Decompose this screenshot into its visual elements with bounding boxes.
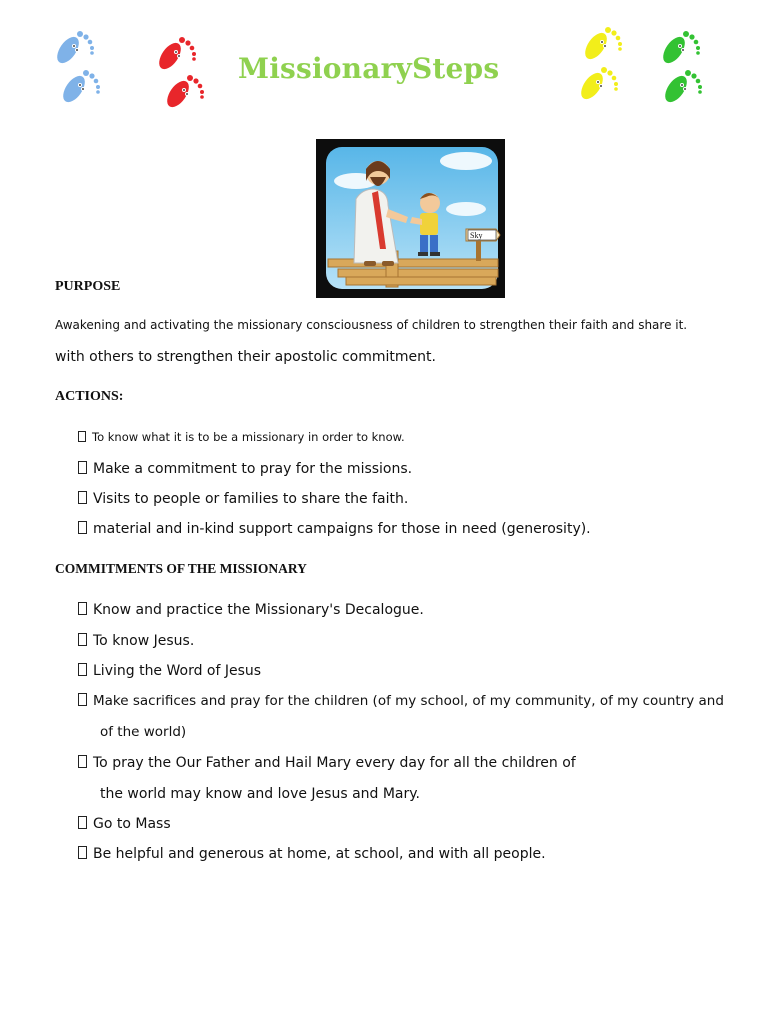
bullet-box-icon	[78, 602, 87, 615]
commitments-list-item	[78, 755, 576, 771]
commitment-continuation-text: of the world)	[100, 724, 187, 740]
actions-item-text: Visits to people or families to share the faith.	[93, 491, 409, 507]
actions-list-item	[78, 461, 412, 477]
commitments-list-item	[78, 633, 194, 649]
actions-list-item	[78, 491, 408, 507]
commitments-heading: COMMITMENTS OF THE MISSIONARY	[55, 561, 307, 576]
bullet-box-icon	[78, 755, 87, 768]
commitment-continuation-text: the world may know and love Jesus and Mary.	[100, 786, 421, 802]
commitment-text: To pray the Our Father and Hail Mary every day for all the children of	[93, 755, 576, 771]
bullet-box-icon	[78, 431, 86, 442]
yellow-footprints-icon	[572, 22, 638, 108]
actions-heading: ACTIONS:	[55, 389, 124, 404]
actions-list-item	[78, 430, 405, 444]
commitment-text: Living the Word of Jesus	[93, 663, 262, 679]
illustration-image	[316, 139, 505, 298]
commitment-text: To know Jesus.	[93, 633, 195, 649]
commitment-text: Make sacrifices and pray for the children (of my school, of my community, of my country and	[93, 693, 724, 709]
commitments-list-item	[78, 602, 424, 618]
bullet-box-icon	[78, 491, 87, 504]
bullet-box-icon	[78, 461, 87, 474]
commitment-text: Know and practice the Missionary's Decalogue.	[93, 602, 424, 618]
bullet-box-icon	[78, 633, 87, 646]
bullet-box-icon	[78, 816, 87, 829]
actions-item-text: material and in-kind support campaigns for those in need (generosity).	[93, 521, 591, 537]
purpose-text-line-1: Awakening and activating the missionary consciousness of children to strengthen their faith and share it.	[55, 318, 688, 332]
commitment-text: Be helpful and generous at home, at school, and with all people.	[93, 846, 546, 862]
actions-list-item	[78, 521, 591, 537]
red-footprints-icon	[146, 30, 212, 116]
bullet-box-icon	[78, 521, 87, 534]
commitments-list-item	[78, 816, 171, 832]
green-footprints-icon	[652, 26, 718, 112]
actions-item-text: To know what it is to be a missionary in order to know.	[92, 430, 405, 444]
bullet-box-icon	[78, 693, 87, 706]
blue-footprints-icon	[46, 26, 112, 112]
purpose-heading: PURPOSE	[55, 279, 121, 294]
jesus-and-child-illustration	[316, 139, 505, 298]
commitment-text: Go to Mass	[93, 816, 171, 832]
page-title: MissionarySteps	[238, 52, 500, 85]
sign-label: Sky	[470, 231, 483, 240]
actions-item-text: Make a commitment to pray for the missions.	[93, 461, 413, 477]
commitments-list-item	[78, 693, 724, 709]
commitments-list-item	[78, 846, 546, 862]
purpose-text-line-2: with others to strengthen their apostolic commitment.	[55, 349, 436, 365]
bullet-box-icon	[78, 663, 87, 676]
bullet-box-icon	[78, 846, 87, 859]
commitments-list-item	[78, 663, 261, 679]
